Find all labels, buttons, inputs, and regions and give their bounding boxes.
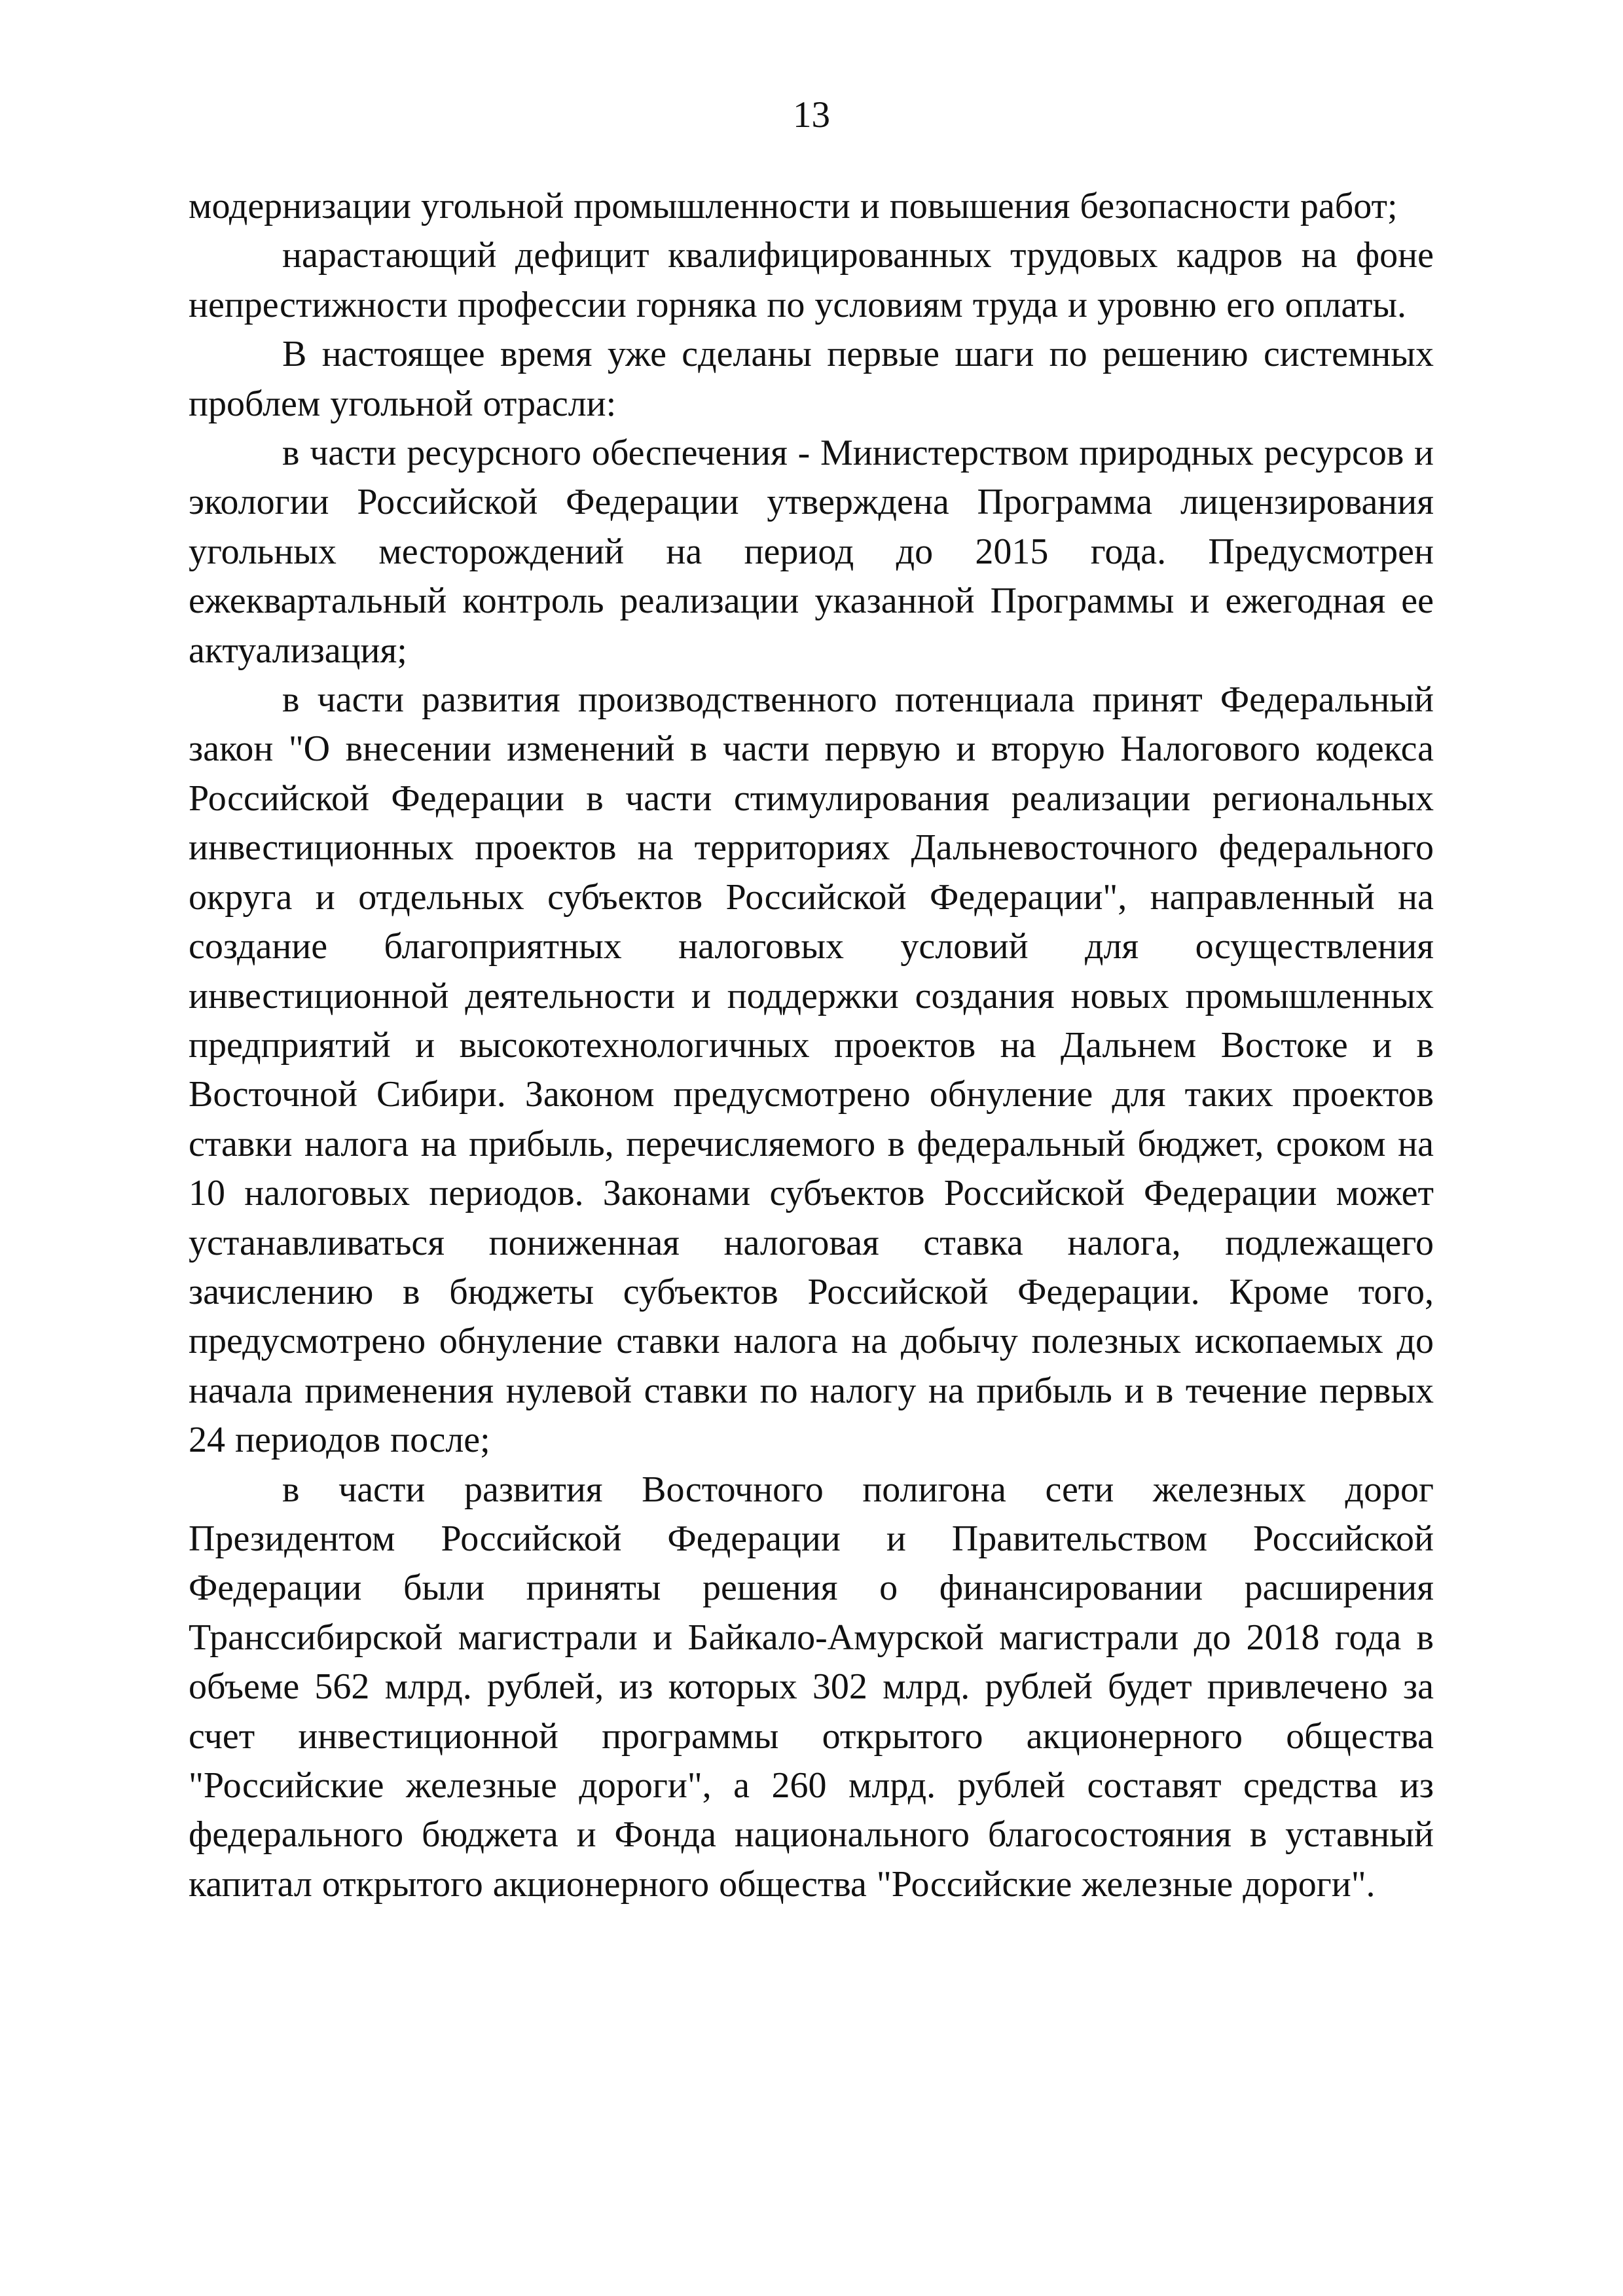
paragraph-coal-modernization: модернизации угольной промышленности и повышения безопасности работ; (189, 186, 1398, 226)
paragraph-eastern-railway: в части развития Восточного полигона сети железных дорог Президентом Российской Федерации и Правительством Российской Федерации были приняты решения о финансировании расширения Транссибирской магистрали и Байкало-Амурской магистрали до 2018 года в объеме 562 млрд. рублей, из которых 302 млрд. рублей будет привлечено за счет инвестиционной программы открытого акционерного общества "Российские железные дороги", а 260 млрд. рублей составят средства из федерального бюджета и Фонда национального благосостояния в уставный капитал открытого акционерного общества "Российские железные дороги". (189, 1469, 1434, 1905)
paragraph-first-steps: В настоящее время уже сделаны первые шаги по решению системных проблем угольной отрасли: (189, 334, 1434, 424)
paragraph-resource-provision: в части ресурсного обеспечения - Министерством природных ресурсов и экологии Российской Федерации утверждена Программа лицензирования угольных месторождений на период до 2015 года. Предусмотрен ежеквартальный контроль реализации указанной Программы и ежегодная ее актуализация; (189, 433, 1434, 671)
paragraph-production-potential: в части развития производственного потенциала принят Федеральный закон "О внесении изменений в части первую и вторую Налогового кодекса Российской Федерации в части стимулирования реализации региональных инвестиционных проектов на территориях Дальневосточного федерального округа и отдельных субъектов Российской Федерации", направленный на создание благоприятных налоговых условий для осуществления инвестиционной деятельности и поддержки создания новых промышленных предприятий и высокотехнологичных проектов на Дальнем Востоке и в Восточной Сибири. Законом предусмотрено обнуление для таких проектов ставки налога на прибыль, перечисляемого в федеральный бюджет, сроком на 10 налоговых периодов. Законами субъектов Российской Федерации может устанавливаться пониженная налоговая ставка налога, подлежащего зачислению в бюджеты субъектов Российской Федерации. Кроме того, предусмотрено обнуление ставки налога на добычу полезных ископаемых до начала применения нулевой ставки по налогу на прибыль и в течение первых 24 периодов после; (189, 679, 1434, 1461)
document-body (189, 182, 1434, 1909)
page-number: 13 (793, 94, 830, 135)
paragraph-personnel-deficit: нарастающий дефицит квалифицированных трудовых кадров на фоне непрестижности профессии горняка по условиям труда и уровню его оплаты. (189, 235, 1434, 325)
